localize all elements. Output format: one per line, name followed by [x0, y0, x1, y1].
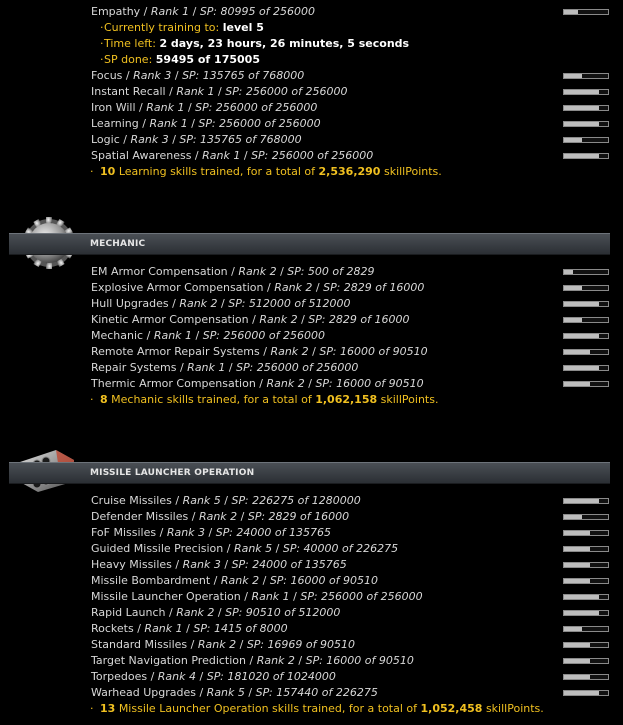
- training-value: level 5: [222, 21, 264, 34]
- summary-text: Mechanic skills trained, for a total of: [111, 393, 312, 406]
- skill-rank: Rank 2: [197, 638, 237, 651]
- skill-sp: SP: 24000 of 135765: [215, 526, 331, 539]
- skill-row: Warhead Upgrades / Rank 5 / SP: 157440 of 226275: [0, 685, 623, 701]
- summary-count: 10: [100, 165, 116, 178]
- training-label: Currently training to:: [104, 21, 220, 34]
- summary-total: 1,062,158: [315, 393, 378, 406]
- skill-rank: Rank 2: [179, 297, 218, 310]
- training-time-left: · Time left: 2 days, 23 hours, 26 minutes, 5 seconds: [100, 37, 410, 50]
- skill-row: Empathy / Rank 1 / SP: 80995 of 256000: [0, 4, 623, 20]
- skill-level-bar: [563, 269, 609, 275]
- skill-row: Focus / Rank 3 / SP: 135765 of 768000: [0, 68, 623, 84]
- skill-row: Explosive Armor Compensation / Rank 2 / SP: 2829 of 16000: [0, 280, 623, 296]
- skill-rank: Rank 2: [238, 265, 277, 278]
- skill-level-fill: [564, 90, 599, 94]
- skill-name: Focus: [91, 69, 123, 82]
- skill-row: Target Navigation Prediction / Rank 2 / SP: 16000 of 90510: [0, 653, 623, 669]
- skill-level-bar: [563, 333, 609, 339]
- skill-row: Rapid Launch / Rank 2 / SP: 90510 of 512000: [0, 605, 623, 621]
- skill-row: Repair Systems / Rank 1 / SP: 256000 of 256000: [0, 360, 623, 376]
- skill-level-fill: [564, 334, 599, 338]
- skill-name: Explosive Armor Compensation: [91, 281, 264, 294]
- skill-sp: SP: 500 of 2829: [287, 265, 375, 278]
- skill-level-bar: [563, 285, 609, 291]
- skill-sp: SP: 256000 of 256000: [251, 149, 374, 162]
- skill-level-fill: [564, 382, 590, 386]
- skill-level-fill: [564, 350, 590, 354]
- skill-level-fill: [564, 74, 582, 78]
- skill-name: Logic: [91, 133, 120, 146]
- skill-level-bar: [563, 562, 609, 568]
- skill-level-fill: [564, 659, 590, 663]
- skill-sp: SP: 16000 of 90510: [319, 345, 428, 358]
- skill-rank: Rank 1: [187, 361, 226, 374]
- group-title: MISSILE LAUNCHER OPERATION: [90, 468, 255, 478]
- skill-rank: Rank 2: [256, 654, 295, 667]
- skill-name: Thermic Armor Compensation: [91, 377, 256, 390]
- skill-sp: SP: 256000 of 256000: [225, 85, 348, 98]
- skill-level-bar: [563, 674, 609, 680]
- skill-name: Remote Armor Repair Systems: [91, 345, 260, 358]
- skill-level-fill: [564, 122, 599, 126]
- summary-total: 2,536,290: [318, 165, 381, 178]
- skill-row: Logic / Rank 3 / SP: 135765 of 768000: [0, 132, 623, 148]
- sp-value: 59495 of 175005: [155, 53, 260, 66]
- skill-sp: SP: 1415 of 8000: [193, 622, 288, 635]
- skill-name: Rockets: [91, 622, 134, 635]
- skill-level-fill: [564, 366, 599, 370]
- skill-name: Hull Upgrades: [91, 297, 169, 310]
- summary-count: 13: [100, 702, 116, 715]
- summary-count: 8: [100, 393, 108, 406]
- skill-name: Spatial Awareness: [91, 149, 192, 162]
- skill-level-bar: [563, 301, 609, 307]
- skill-rank: Rank 1: [153, 329, 193, 342]
- skill-name: Missile Bombardment: [91, 574, 211, 587]
- skill-level-fill: [564, 318, 582, 322]
- skill-level-bar: [563, 658, 609, 664]
- skill-rank: Rank 2: [220, 574, 260, 587]
- skill-level-bar: [563, 73, 609, 79]
- skill-level-fill: [564, 675, 590, 679]
- skill-level-bar: [563, 9, 609, 15]
- skill-row: Instant Recall / Rank 1 / SP: 256000 of 256000: [0, 84, 623, 100]
- training-currently: · Currently training to: level 5: [100, 21, 264, 34]
- skill-rank: Rank 1: [251, 590, 290, 603]
- skill-name: Warhead Upgrades: [91, 686, 196, 699]
- skill-name: Missile Launcher Operation: [91, 590, 241, 603]
- skill-rank: Rank 1: [150, 5, 190, 18]
- skill-rank: Rank 1: [146, 101, 185, 114]
- skill-rank: Rank 5: [182, 494, 221, 507]
- skill-level-bar: [563, 514, 609, 520]
- summary-text: Missile Launcher Operation skills trained, for a total of: [118, 702, 418, 715]
- skill-sp: SP: 256000 of 256000: [202, 329, 325, 342]
- skill-name: Cruise Missiles: [91, 494, 172, 507]
- skill-rank: Rank 1: [202, 149, 241, 162]
- skill-level-bar: [563, 121, 609, 127]
- missile-summary: · 13 Missile Launcher Operation skills trained, for a total of 1,052,458 skillPoints.: [90, 702, 544, 715]
- skill-level-bar: [563, 153, 609, 159]
- skill-name: Repair Systems: [91, 361, 177, 374]
- skill-row: Torpedoes / Rank 4 / SP: 181020 of 1024000: [0, 669, 623, 685]
- skill-level-fill: [564, 611, 599, 615]
- learning-skill-list: [0, 68, 623, 164]
- skill-rank: Rank 3: [133, 69, 172, 82]
- sp-label: SP done:: [104, 53, 153, 66]
- skill-sp: SP: 181020 of 1024000: [206, 670, 336, 683]
- skill-level-fill: [564, 138, 582, 142]
- skill-level-bar: [563, 498, 609, 504]
- time-value: 2 days, 23 hours, 26 minutes, 5 seconds: [159, 37, 410, 50]
- skill-name: Empathy: [91, 5, 141, 18]
- skill-rank: Rank 4: [157, 670, 197, 683]
- skill-row: Spatial Awareness / Rank 1 / SP: 256000 of 256000: [0, 148, 623, 164]
- skill-row: Missile Launcher Operation / Rank 1 / SP: 256000 of 256000: [0, 589, 623, 605]
- skill-level-fill: [564, 579, 590, 583]
- skill-rank: Rank 3: [182, 558, 221, 571]
- summary-unit: skillPoints.: [380, 393, 439, 406]
- skill-rank: Rank 2: [198, 510, 238, 523]
- skill-row: Hull Upgrades / Rank 2 / SP: 512000 of 512000: [0, 296, 623, 312]
- skill-level-bar: [563, 365, 609, 371]
- skill-rank: Rank 3: [166, 526, 206, 539]
- summary-text: Learning skills trained, for a total of: [118, 165, 316, 178]
- skill-level-bar: [563, 530, 609, 536]
- skill-name: Rapid Launch: [91, 606, 166, 619]
- skill-level-fill: [564, 547, 590, 551]
- skill-level-fill: [564, 515, 582, 519]
- skill-sp: SP: 16969 of 90510: [246, 638, 356, 651]
- skill-rank: Rank 3: [130, 133, 169, 146]
- skill-level-bar: [563, 578, 609, 584]
- skill-row: Learning / Rank 1 / SP: 256000 of 256000: [0, 116, 623, 132]
- skill-name: Guided Missile Precision: [91, 542, 224, 555]
- skill-sp: SP: 256000 of 256000: [300, 590, 423, 603]
- skill-level-fill: [564, 643, 590, 647]
- skill-level-fill: [564, 499, 599, 503]
- skill-sp: SP: 40000 of 226275: [282, 542, 399, 555]
- mechanic-skill-list: [0, 264, 623, 392]
- skill-name: Heavy Missiles: [91, 558, 172, 571]
- missile-skill-list: [0, 493, 623, 701]
- skill-level-fill: [564, 154, 599, 158]
- skill-row: Rockets / Rank 1 / SP: 1415 of 8000: [0, 621, 623, 637]
- skill-level-fill: [564, 563, 590, 567]
- skill-level-fill: [564, 286, 582, 290]
- skill-sp: SP: 157440 of 226275: [255, 686, 378, 699]
- skill-sp: SP: 16000 of 90510: [305, 654, 414, 667]
- skill-level-fill: [564, 270, 573, 274]
- skill-level-bar: [563, 610, 609, 616]
- mechanic-header: [9, 233, 610, 255]
- skill-name: Standard Missiles: [91, 638, 188, 651]
- skill-sp: SP: 512000 of 512000: [228, 297, 351, 310]
- mechanic-group: [0, 264, 623, 408]
- skill-name: Torpedoes: [91, 670, 148, 683]
- skill-rank: Rank 2: [259, 313, 298, 326]
- skill-level-fill: [564, 595, 599, 599]
- skill-level-fill: [564, 627, 582, 631]
- skill-name: EM Armor Compensation: [91, 265, 228, 278]
- skill-row: Remote Armor Repair Systems / Rank 2 / SP: 16000 of 90510: [0, 344, 623, 360]
- skill-row: Kinetic Armor Compensation / Rank 2 / SP: 2829 of 16000: [0, 312, 623, 328]
- skill-name: Defender Missiles: [91, 510, 189, 523]
- summary-unit: skillPoints.: [485, 702, 544, 715]
- skill-sp: SP: 256000 of 256000: [198, 117, 321, 130]
- training-sp-done: · SP done: 59495 of 175005: [100, 53, 260, 66]
- skill-level-bar: [563, 105, 609, 111]
- skill-level-fill: [564, 691, 599, 695]
- skill-sp: SP: 135765 of 768000: [179, 133, 302, 146]
- skill-rank: Rank 5: [233, 542, 273, 555]
- skill-sp: SP: 2829 of 16000: [247, 510, 350, 523]
- skill-rank: Rank 1: [144, 622, 183, 635]
- skill-row: Heavy Missiles / Rank 3 / SP: 24000 of 135765: [0, 557, 623, 573]
- summary-unit: skillPoints.: [383, 165, 442, 178]
- skill-level-bar: [563, 349, 609, 355]
- skill-sp: SP: 80995 of 256000: [199, 5, 316, 18]
- mechanic-summary: · 8 Mechanic skills trained, for a total of 1,062,158 skillPoints.: [90, 393, 439, 406]
- skill-rank: Rank 2: [176, 606, 215, 619]
- group-title: MECHANIC: [90, 239, 146, 249]
- skill-level-bar: [563, 546, 609, 552]
- skill-row: FoF Missiles / Rank 3 / SP: 24000 of 135765: [0, 525, 623, 541]
- skill-level-fill: [564, 302, 599, 306]
- skill-sp: SP: 226275 of 1280000: [231, 494, 361, 507]
- skill-sp: SP: 90510 of 512000: [225, 606, 341, 619]
- skill-level-bar: [563, 137, 609, 143]
- skill-rank: Rank 1: [149, 117, 188, 130]
- missile-group: [0, 493, 623, 717]
- skill-level-fill: [564, 531, 590, 535]
- skill-row: Guided Missile Precision / Rank 5 / SP: 40000 of 226275: [0, 541, 623, 557]
- skill-level-bar: [563, 690, 609, 696]
- skill-rank: Rank 2: [266, 377, 305, 390]
- skill-name: Instant Recall: [91, 85, 166, 98]
- skill-name: Kinetic Armor Compensation: [91, 313, 249, 326]
- missile-header: [9, 462, 610, 484]
- skill-level-bar: [563, 317, 609, 323]
- skill-level-bar: [563, 626, 609, 632]
- skill-row: EM Armor Compensation / Rank 2 / SP: 500 of 2829: [0, 264, 623, 280]
- skill-row: Missile Bombardment / Rank 2 / SP: 16000 of 90510: [0, 573, 623, 589]
- skill-name: Learning: [91, 117, 139, 130]
- skill-row: Iron Will / Rank 1 / SP: 256000 of 256000: [0, 100, 623, 116]
- learning-group: [0, 4, 623, 180]
- skill-row: Defender Missiles / Rank 2 / SP: 2829 of 16000: [0, 509, 623, 525]
- skill-sp: SP: 2829 of 16000: [308, 313, 410, 326]
- time-label: Time left:: [104, 37, 156, 50]
- skill-name: FoF Missiles: [91, 526, 157, 539]
- skill-name: Mechanic: [91, 329, 144, 342]
- skill-rank: Rank 2: [274, 281, 313, 294]
- skill-level-bar: [563, 381, 609, 387]
- skill-level-fill: [564, 106, 599, 110]
- skill-rank: Rank 2: [270, 345, 309, 358]
- skill-rank: Rank 5: [206, 686, 245, 699]
- skill-level-fill: [564, 10, 578, 14]
- skill-sp: SP: 256000 of 256000: [236, 361, 359, 374]
- skill-row: Mechanic / Rank 1 / SP: 256000 of 256000: [0, 328, 623, 344]
- skill-sp: SP: 16000 of 90510: [315, 377, 424, 390]
- skill-row: Standard Missiles / Rank 2 / SP: 16969 of 90510: [0, 637, 623, 653]
- skill-sp: SP: 135765 of 768000: [182, 69, 305, 82]
- skill-name: Target Navigation Prediction: [91, 654, 246, 667]
- skill-sp: SP: 256000 of 256000: [195, 101, 318, 114]
- skill-sp: SP: 2829 of 16000: [323, 281, 425, 294]
- summary-total: 1,052,458: [420, 702, 483, 715]
- skill-level-bar: [563, 89, 609, 95]
- learning-summary: · 10 Learning skills trained, for a total of 2,536,290 skillPoints.: [90, 165, 442, 178]
- skill-row: Cruise Missiles / Rank 5 / SP: 226275 of 1280000: [0, 493, 623, 509]
- skill-level-bar: [563, 642, 609, 648]
- skill-sp: SP: 16000 of 90510: [269, 574, 379, 587]
- skill-name: Iron Will: [91, 101, 136, 114]
- skill-row: Thermic Armor Compensation / Rank 2 / SP: 16000 of 90510: [0, 376, 623, 392]
- skill-level-bar: [563, 594, 609, 600]
- skill-sp: SP: 24000 of 135765: [231, 558, 347, 571]
- skill-rank: Rank 1: [176, 85, 215, 98]
